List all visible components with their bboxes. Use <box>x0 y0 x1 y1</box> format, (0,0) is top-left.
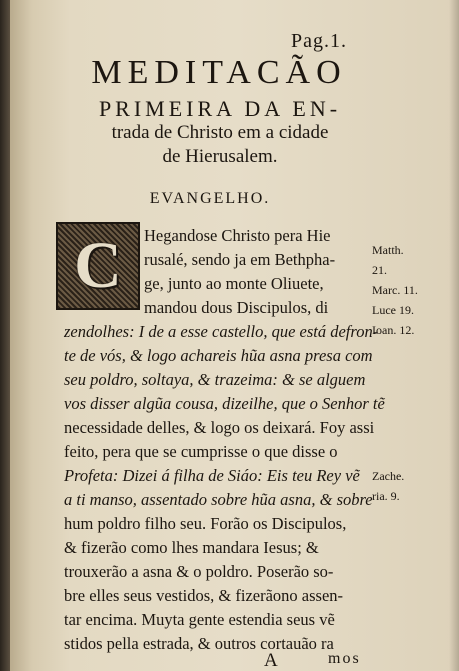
book-spine <box>0 0 10 671</box>
subtitle-line-1: PRIMEIRA DA EN- <box>98 96 342 121</box>
body-line: necessidade delles, & logo os deixará. Foy assi <box>64 418 375 437</box>
page-title: MEDITACÃO <box>91 54 347 91</box>
body-line: Hegandose Christo pera Hie <box>144 226 331 245</box>
body-line: feito, pera que se cumprisse o que disse o <box>64 442 338 461</box>
body-line: rusalé, sendo ja em Bethpha- <box>144 250 336 269</box>
body-line: stidos pella estrada, & outros cortauão ra <box>64 634 334 653</box>
body-line: & fizerão como lhes mandara Iesus; & <box>64 538 319 557</box>
subtitle-line-2: trada de Christo em a cidade <box>111 122 329 143</box>
body-line: a ti manso, assentado sobre hũa asna, & sobre <box>64 490 373 509</box>
margin-note: Matth. <box>372 243 404 257</box>
body-line: bre elles seus vestidos, & fizerãono assen- <box>64 586 344 605</box>
body-line: Profeta: Dizei á filha de Siáo: Eis teu Rey vẽ <box>64 466 360 485</box>
body-line: zendolhes: I de a esse castello, que está defron- <box>64 322 379 341</box>
section-heading: EVANGELHO. <box>149 190 271 207</box>
catchword: mos <box>328 650 361 667</box>
body-line: te de vós, & logo achareis hũa asna presa com <box>64 346 373 365</box>
body-line: hum poldro filho seu. Forão os Discipulos, <box>64 514 347 533</box>
body-line: trouxerão a asna & o poldro. Poserão so- <box>64 562 334 581</box>
margin-note: Ioan. 12. <box>372 323 415 337</box>
signature-mark: A <box>264 650 280 671</box>
body-line: vos disser algũa cousa, dizeilhe, que o Senhor tẽ <box>64 394 385 413</box>
body-line: mandou dous Discipulos, di <box>144 298 329 317</box>
drop-cap <box>56 222 140 310</box>
margin-note: ria. 9. <box>372 489 400 503</box>
book-page <box>10 0 459 671</box>
margin-note: 21. <box>372 263 387 277</box>
body-line: seu poldro, soltaya, & trazeima: & se alguem <box>64 370 366 389</box>
body-line: tar encima. Muyta gente estendia seus vẽ <box>64 610 335 629</box>
margin-note: Zache. <box>372 469 405 483</box>
margin-note: Luce 19. <box>372 303 414 317</box>
margin-note: Marc. 11. <box>372 283 418 297</box>
body-line: ge, junto ao monte Oliuete, <box>144 274 324 293</box>
page-number: Pag.1. <box>291 30 347 52</box>
page-edge-shade <box>449 0 459 671</box>
subtitle-line-3: de Hierusalem. <box>162 146 278 167</box>
drop-cap-letter: C <box>74 229 122 302</box>
